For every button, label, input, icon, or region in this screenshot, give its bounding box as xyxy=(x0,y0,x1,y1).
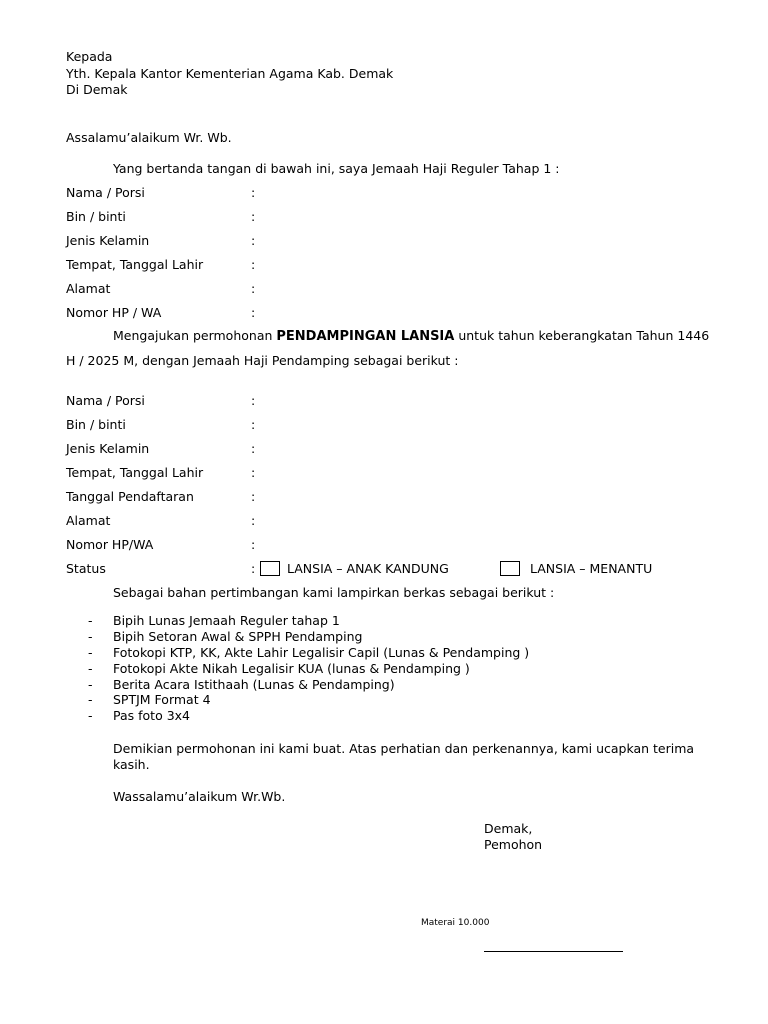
field-label: Alamat xyxy=(66,281,111,296)
field-label: Tempat, Tanggal Lahir xyxy=(66,465,204,480)
list-bullet: - xyxy=(88,645,93,660)
list-bullet: - xyxy=(88,677,93,692)
attachments-intro: Sebagai bahan pertimbangan kami lampirkan berkas sebagai berikut : xyxy=(113,585,555,600)
list-item: Fotokopi Akte Nikah Legalisir KUA (lunas & Pendamping ) xyxy=(113,661,470,676)
closing-salam: Wassalamu’alaikum Wr.Wb. xyxy=(113,789,286,804)
field-label: Bin / binti xyxy=(66,209,126,224)
field-colon: : xyxy=(251,233,256,248)
field-colon: : xyxy=(251,305,256,320)
request-prefix: Mengajukan permohonan xyxy=(113,328,277,343)
list-bullet: - xyxy=(88,629,93,644)
request-emphasis: PENDAMPINGAN LANSIA xyxy=(276,329,455,344)
field-label: Nomor HP / WA xyxy=(66,305,162,320)
status-checkbox-anak-kandung[interactable] xyxy=(260,561,280,576)
field-colon: : xyxy=(251,465,256,480)
closing-line-2: kasih. xyxy=(113,757,150,772)
field-colon: : xyxy=(251,257,256,272)
list-item: Berita Acara Istithaah (Lunas & Pendamping) xyxy=(113,677,395,692)
field-colon: : xyxy=(251,441,256,456)
list-bullet: - xyxy=(88,661,93,676)
field-label: Tempat, Tanggal Lahir xyxy=(66,257,204,272)
field-label: Nama / Porsi xyxy=(66,185,145,200)
field-colon: : xyxy=(251,417,256,432)
request-line-2: H / 2025 M, dengan Jemaah Haji Pendamping sebagai berikut : xyxy=(66,353,459,368)
request-line-1 xyxy=(113,328,709,345)
field-colon: : xyxy=(251,489,256,504)
field-label: Nama / Porsi xyxy=(66,393,145,408)
status-label: Status xyxy=(66,561,106,576)
field-label: Nomor HP/WA xyxy=(66,537,154,552)
list-bullet: - xyxy=(88,613,93,628)
field-label: Tanggal Pendaftaran xyxy=(66,489,194,504)
list-bullet: - xyxy=(88,708,93,723)
address-line-2: Yth. Kepala Kantor Kementerian Agama Kab. Demak xyxy=(66,66,394,81)
status-checkbox-menantu[interactable] xyxy=(500,561,520,576)
field-colon: : xyxy=(251,209,256,224)
field-label: Jenis Kelamin xyxy=(66,233,150,248)
field-label: Jenis Kelamin xyxy=(66,441,150,456)
address-line-3: Di Demak xyxy=(66,82,128,97)
address-line-1: Kepada xyxy=(66,49,113,64)
list-item: SPTJM Format 4 xyxy=(113,692,211,707)
list-bullet: - xyxy=(88,692,93,707)
field-colon: : xyxy=(251,185,256,200)
status-option-anak-kandung: LANSIA – ANAK KANDUNG xyxy=(287,561,449,576)
signature-line xyxy=(484,951,623,952)
request-suffix: untuk tahun keberangkatan Tahun 1446 xyxy=(454,328,710,343)
field-colon: : xyxy=(251,393,256,408)
field-label: Bin / binti xyxy=(66,417,126,432)
signature-role: Pemohon xyxy=(484,837,543,852)
list-item: Fotokopi KTP, KK, Akte Lahir Legalisir Capil (Lunas & Pendamping ) xyxy=(113,645,530,660)
intro-text: Yang bertanda tangan di bawah ini, saya Jemaah Haji Reguler Tahap 1 : xyxy=(113,161,560,176)
list-item: Bipih Setoran Awal & SPPH Pendamping xyxy=(113,629,363,644)
list-item: Bipih Lunas Jemaah Reguler tahap 1 xyxy=(113,613,340,628)
signature-place: Demak, xyxy=(484,821,533,836)
status-colon: : xyxy=(251,561,256,576)
field-label: Alamat xyxy=(66,513,111,528)
closing-line-1: Demikian permohonan ini kami buat. Atas perhatian dan perkenannya, kami ucapkan terima xyxy=(113,741,695,756)
materai-label: Materai 10.000 xyxy=(421,918,490,928)
field-colon: : xyxy=(251,537,256,552)
field-colon: : xyxy=(251,281,256,296)
greeting: Assalamu’alaikum Wr. Wb. xyxy=(66,130,232,145)
list-item: Pas foto 3x4 xyxy=(113,708,190,723)
status-option-menantu: LANSIA – MENANTU xyxy=(530,561,653,576)
field-colon: : xyxy=(251,513,256,528)
